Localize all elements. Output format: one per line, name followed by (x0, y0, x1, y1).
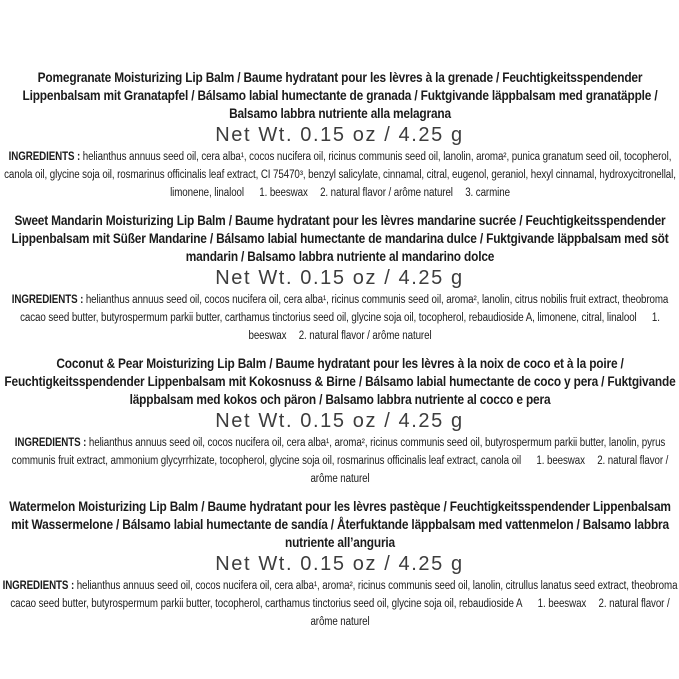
ingredients-paragraph (0, 434, 679, 488)
net-weight: Net Wt. 0.15 oz / 4.25 g (215, 124, 464, 146)
net-weight: Net Wt. 0.15 oz / 4.25 g (215, 267, 464, 289)
product-title: Pomegranate Moisturizing Lip Balm / Baume hydratant pour les lèvres à la grenade / Feuchtigkeitsspendender Lippenbalsam mit Granatapfel / Bálsamo labial humectante de granada / Fuktgivande läppbalsam med granatäpple / Balsamo labbra nutriente alla melagrana (21, 69, 657, 121)
product-title: Coconut & Pear Moisturizing Lip Balm / Baume hydratant pour les lèvres à la noix de coco et à la poire / Feuchtigkeitsspendender Lippenbalsam mit Kokosnuss & Birne / Bálsamo labial humectante de coco y pera / Fuktgivande läppbalsam med kokos och päron / Balsamo labbra nutriente al cocco e pera (3, 355, 676, 407)
product-title: Watermelon Moisturizing Lip Balm / Baume hydratant pour les lèvres pastèque / Feuchtigkeitsspendender Lippenbalsam mit Wassermelone / Bálsamo labial humectante de sandía / Återfuktande läppbalsam med vattenmelon / Balsamo labbra nutriente all’anguria (8, 498, 671, 550)
ingredients-label: INGREDIENTS : (11, 294, 83, 306)
ingredients-list: helianthus annuus seed oil, cocos nucifera oil, cera alba¹, aroma², ricinus communis seed oil, butyrospermum parkii butter, lanolin, pyrus communis fruit extract, ammonium glycyrrhizate, tocopherol, glycine soja oil, rosmarinus officinalis leaf extract, canola oil (11, 437, 665, 467)
net-weight: Net Wt. 0.15 oz / 4.25 g (215, 410, 464, 432)
ingredients-label: INGREDIENTS : (8, 151, 80, 163)
ingredients-footnotes: 1. beeswax 2. natural flavor / arôme naturel (309, 455, 668, 485)
ingredients-footnotes: 1. beeswax 2. natural flavor / arôme naturel (309, 598, 670, 628)
ingredients-list: helianthus annuus seed oil, cocos nucifera oil, cera alba¹, ricinus communis seed oil, aroma², lanolin, citrus nobilis fruit extract, theobroma cacao seed butter, butyrospermum parkii butter, carthamus tinctorius seed oil, glycine soja oil, tocopherol, rebaudioside A, limonene, citral, linalool (19, 294, 668, 324)
ingredients-footnotes: 1. beeswax 2. natural flavor / arôme naturel 3. carmine (258, 187, 510, 199)
ingredients-list: helianthus annuus seed oil, cocos nucifera oil, cera alba¹, aroma², ricinus communis seed oil, lanolin, citrullus lanatus seed extract, theobroma cacao seed butter, butyrospermum parkii butter, tocopherol, carthamus tinctorius seed oil, glycine soja oil, rebaudioside A (9, 580, 677, 610)
ingredients-label: INGREDIENTS : (14, 437, 86, 449)
product-section-pomegranate (0, 68, 679, 202)
product-section-sweet-mandarin (0, 211, 679, 345)
ingredients-list: helianthus annuus seed oil, cera alba¹, cocos nucifera oil, ricinus communis seed oil, lanolin, aroma², punica granatum seed oil, tocopherol, canola oil, glycine soja oil, rosmarinus officinalis leaf extract, CI 75470³, benzyl salicylate, cinnamal, citral, eugenol, geraniol, hexyl cinnamal, hydroxycitronellal, limonene, linalool (3, 151, 676, 199)
ingredients-paragraph (0, 577, 679, 631)
ingredients-paragraph (0, 291, 679, 345)
product-section-watermelon (0, 497, 679, 631)
product-title: Sweet Mandarin Moisturizing Lip Balm / Baume hydratant pour les lèvres mandarine sucrée / Feuchtigkeitsspendender Lippenbalsam mit Süßer Mandarine / Bálsamo labial humectante de mandarina dulce / Fuktgivande läppbalsam med söt mandarin / Balsamo labbra nutriente al mandarino dolce (10, 212, 669, 264)
ingredients-label: INGREDIENTS : (2, 580, 74, 592)
ingredients-paragraph (0, 148, 679, 202)
product-section-coconut-pear (0, 354, 679, 488)
net-weight: Net Wt. 0.15 oz / 4.25 g (215, 553, 464, 575)
ingredients-footnotes: 1. beeswax 2. natural flavor / arôme naturel (247, 312, 660, 342)
